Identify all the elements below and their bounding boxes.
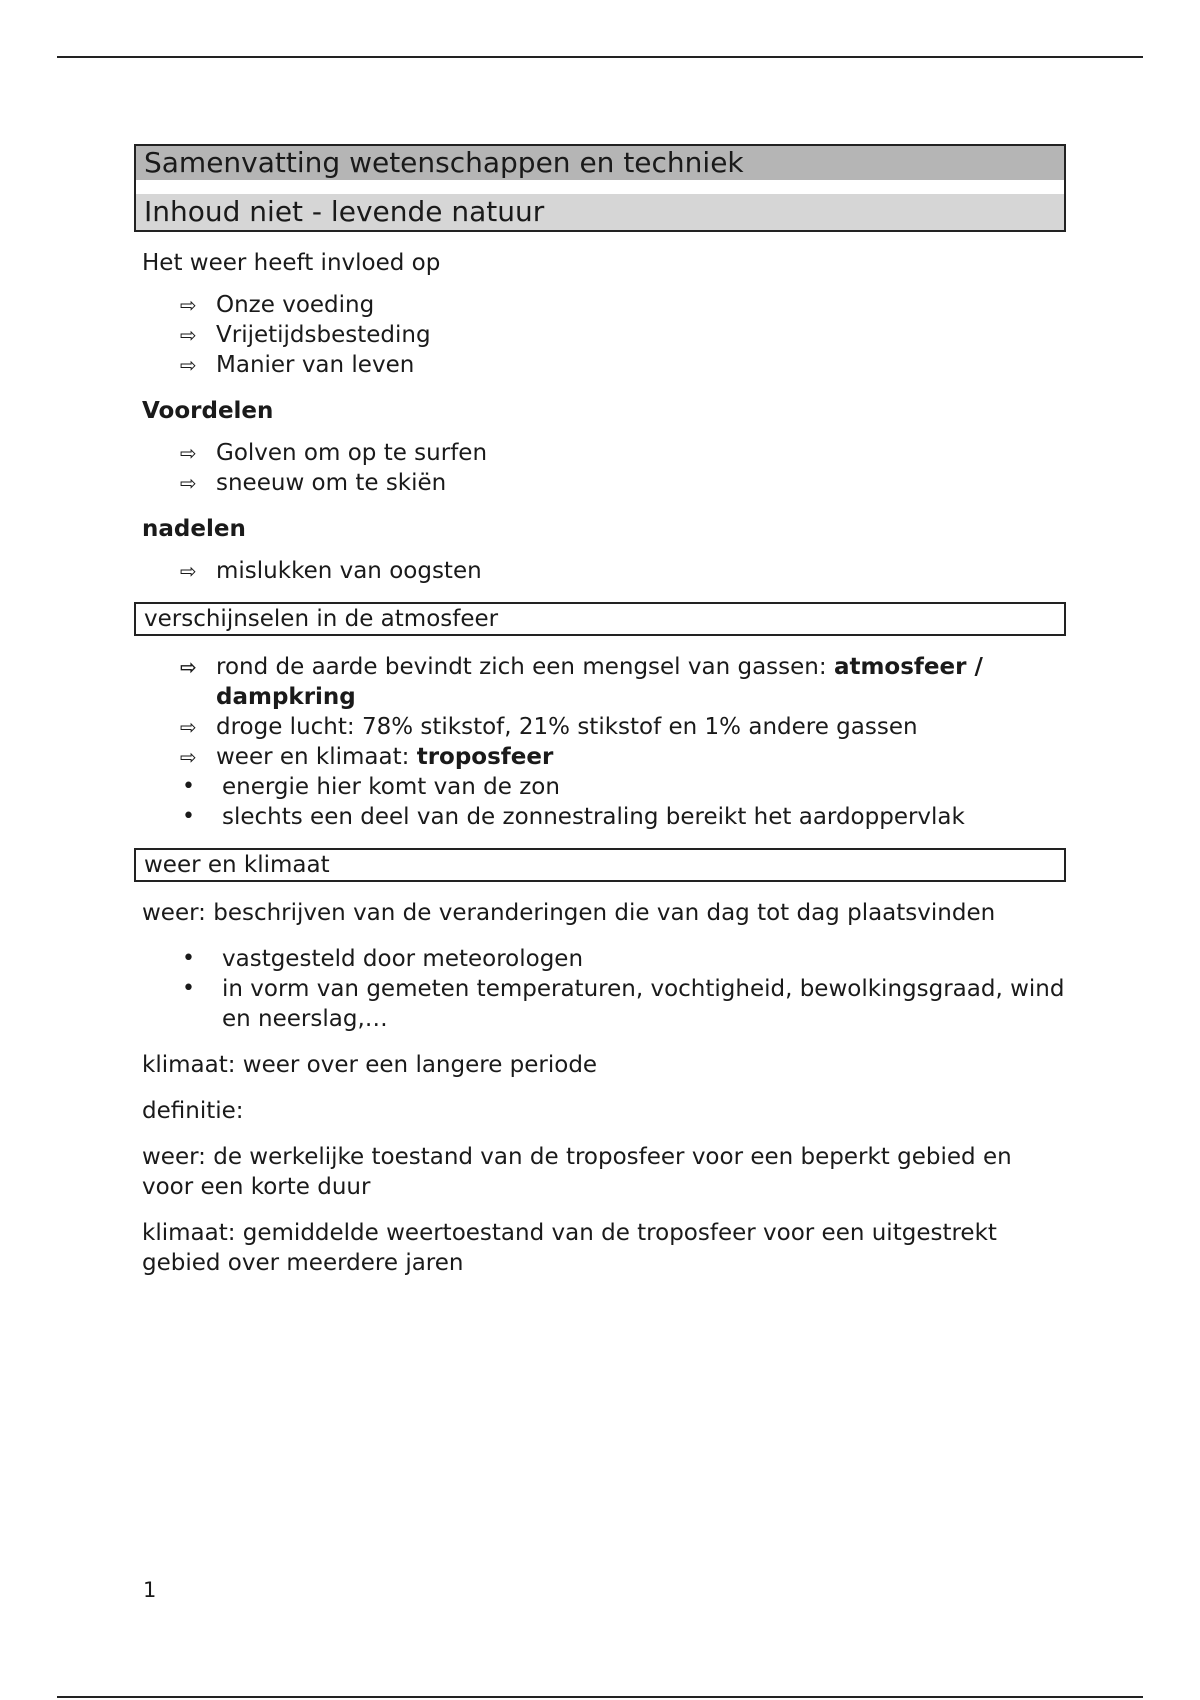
bullet-icon: • <box>182 946 195 971</box>
document-title: Samenvatting wetenschappen en techniek <box>136 146 1064 180</box>
term-atmosfeer: atmosfeer / dampkring <box>216 654 983 710</box>
intro-text: Het weer heeft invloed op <box>142 250 441 276</box>
disadvantages-heading: nadelen <box>142 516 246 542</box>
weather-description: weer: beschrijven van de veranderingen die van dag tot dag plaatsvinden <box>142 900 996 926</box>
term-troposfeer: troposfeer <box>416 744 554 770</box>
list-item: ⇨ Onze voeding <box>180 292 375 318</box>
list-item: ⇨ rond de aarde bevindt zich een mengsel van gassen: atmosfeer / dampkring <box>180 654 983 710</box>
list-item: • energie hier komt van de zon <box>182 774 560 800</box>
arrow-icon: ⇨ <box>180 293 197 317</box>
advantages-heading: Voordelen <box>142 398 274 424</box>
arrow-icon: ⇨ <box>180 353 197 377</box>
disadvantages-list <box>134 556 1066 586</box>
atmosphere-list <box>134 652 1066 832</box>
list-item: ⇨ sneeuw om te skiën <box>180 470 447 496</box>
influence-list <box>134 290 1066 380</box>
climate-description: klimaat: weer over een langere periode <box>142 1052 598 1078</box>
page-content <box>134 144 1066 1278</box>
list-item: • in vorm van gemeten temperaturen, vochtigheid, bewolkingsgraad, wind en neerslag,… <box>182 976 1065 1032</box>
bullet-icon: • <box>182 976 195 1001</box>
climate-definition: klimaat: gemiddelde weertoestand van de troposfeer voor een uitgestrekt gebied over meerdere jaren <box>142 1220 997 1276</box>
arrow-icon: ⇨ <box>180 559 197 583</box>
advantages-list <box>134 438 1066 498</box>
list-item: ⇨ Golven om op te surfen <box>180 440 488 466</box>
section-heading-weather: weer en klimaat <box>134 848 1066 882</box>
list-item: ⇨ weer en klimaat: troposfeer <box>180 744 554 770</box>
list-item: ⇨ droge lucht: 78% stikstof, 21% stikstof en 1% andere gassen <box>180 714 918 740</box>
arrow-icon: ⇨ <box>180 655 197 679</box>
bottom-rule <box>57 1696 1143 1698</box>
arrow-icon: ⇨ <box>180 471 197 495</box>
document-subtitle: Inhoud niet - levende natuur <box>136 194 1064 230</box>
definition-label: definitie: <box>142 1098 244 1124</box>
weather-definition: weer: de werkelijke toestand van de troposfeer voor een beperkt gebied en voor een korte duur <box>142 1144 1012 1200</box>
title-box <box>134 144 1066 232</box>
page-number: 1 <box>143 1578 157 1602</box>
arrow-icon: ⇨ <box>180 323 197 347</box>
list-item: • vastgesteld door meteorologen <box>182 946 584 972</box>
list-item: ⇨ mislukken van oogsten <box>180 558 482 584</box>
top-rule <box>57 56 1143 58</box>
bullet-icon: • <box>182 804 195 829</box>
list-item: ⇨ Manier van leven <box>180 352 415 378</box>
section-heading-atmosphere: verschijnselen in de atmosfeer <box>134 602 1066 636</box>
arrow-icon: ⇨ <box>180 745 197 769</box>
arrow-icon: ⇨ <box>180 441 197 465</box>
arrow-icon: ⇨ <box>180 715 197 739</box>
list-item: • slechts een deel van de zonnestraling bereikt het aardoppervlak <box>182 804 965 830</box>
weather-list <box>134 944 1066 1034</box>
list-item: ⇨ Vrijetijdsbesteding <box>180 322 431 348</box>
bullet-icon: • <box>182 774 195 799</box>
